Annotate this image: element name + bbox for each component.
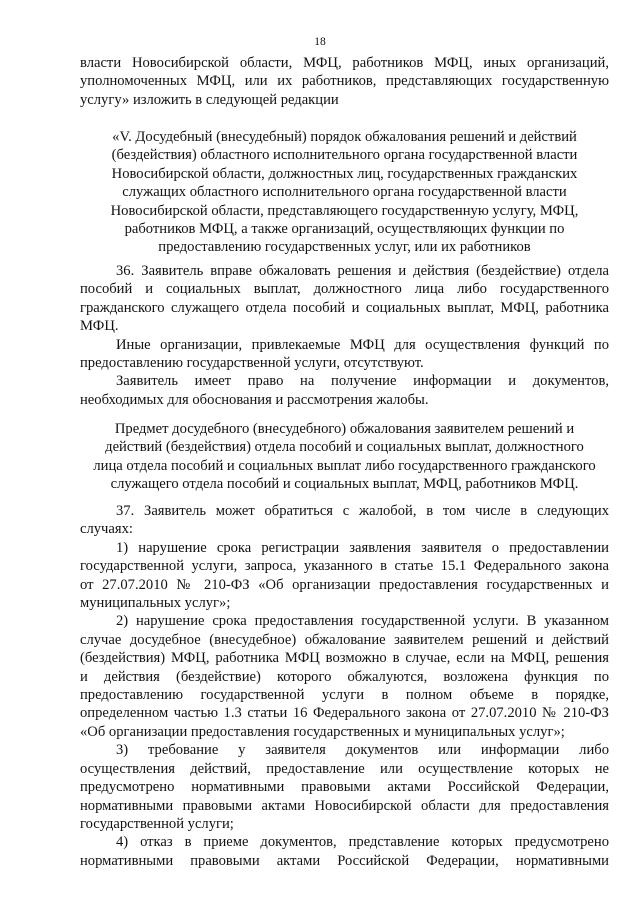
list-item-line: 3) требование у заявителя документов или информации либо [116, 742, 609, 759]
list-item-line: «Об организации предоставления государственных и муниципальных услуг»; [80, 723, 565, 740]
list-item-line: случае досудебное (внесудебное) обжалование заявителем решений и действий [80, 631, 609, 648]
list-item-line: определенном частью 1.3 статьи 16 Федерального закона от 27.07.2010 № 210-ФЗ [80, 705, 609, 722]
intro-paragraph [80, 54, 609, 109]
list-item-line: государственной услуги; [80, 815, 234, 832]
text-line: уполномоченных МФЦ, или их работников, представляющих государственную [80, 73, 609, 90]
list-item-line: осуществления действий, предоставление или осуществление которых не [80, 760, 609, 777]
heading-line: Новосибирской области, представляющего государственную услугу, МФЦ, [110, 202, 579, 219]
text-line: необходимых для обоснования и рассмотрения жалобы. [80, 391, 429, 408]
list-item-line: предоставлению государственной услуги в полном объеме в порядке, [80, 687, 609, 704]
heading-line: служащего отдела пособий и социальных выплат, МФЦ, работников МФЦ. [110, 476, 579, 493]
text-line: Иные организации, привлекаемые МФЦ для осуществления функций по [116, 336, 609, 353]
heading-line: (бездействия) областного исполнительного органа государственной власти [111, 147, 578, 164]
heading-line: «V. Досудебный (внесудебный) порядок обжалования решений и действий [112, 129, 577, 145]
text-line: МФЦ. [80, 318, 119, 335]
heading-line: Новосибирской области, должностных лиц, государственных гражданских [111, 165, 578, 182]
list-item-line: нормативными правовыми актами Российской Федерации, нормативными [80, 852, 609, 869]
list-item-line: предусмотрено нормативными правовыми актами Российской Федерации, [80, 779, 609, 796]
text-line: 36. Заявитель вправе обжаловать решения и действия (бездействие) отдела [116, 263, 609, 279]
heading-line: Предмет досудебного (внесудебного) обжалования заявителем решений и [114, 421, 575, 437]
heading-line: действий (бездействия) отдела пособий и социальных выплат, должностного [105, 439, 584, 456]
heading-line: предоставлению государственных услуг, или их работников [158, 239, 531, 256]
list-item-line: 2) нарушение срока предоставления государственной услуги. В указанном [116, 613, 609, 630]
text-line: Заявитель имеет право на получение информации и документов, [116, 373, 609, 390]
text-line: власти Новосибирской области, МФЦ, работников МФЦ, иных организаций, [80, 55, 609, 71]
text-line: 37. Заявитель может обратиться с жалобой, в том числе в следующих [116, 503, 609, 519]
subject-heading [80, 420, 609, 494]
heading-line: работников МФЦ, а также организаций, осуществляющих функции по [124, 221, 565, 238]
heading-line: служащих областного исполнительного органа государственной власти [122, 184, 567, 201]
page-number: 18 [314, 36, 326, 48]
list-item-line: от 27.07.2010 № 210-ФЗ «Об организации предоставления государственных и [80, 576, 609, 593]
text-line: гражданского служащего отдела пособий и социальных выплат, МФЦ, работника [80, 299, 609, 316]
list-item-line: 1) нарушение срока регистрации заявления заявителя о предоставлении [116, 539, 609, 556]
heading-line: лица отдела пособий и социальных выплат либо государственного гражданского [93, 457, 596, 474]
text-line: предоставлению государственной услуги, отсутствуют. [80, 355, 424, 372]
list-item-line: муниципальных услуг»; [80, 595, 231, 612]
text-line: случаях: [80, 521, 133, 538]
list-item-line: государственной услуги, запроса, указанного в статье 15.1 Федерального закона [80, 558, 609, 575]
paragraph-36 [80, 262, 609, 409]
text-line: пособий и социальных выплат, должностного лица либо государственного [80, 281, 609, 298]
text-line: услугу» изложить в следующей редакции [80, 91, 339, 108]
list-item-line: и действия (бездействие) которого обжалуются, возложена функция по [80, 668, 609, 685]
list-item-line: (бездействия) МФЦ, работника МФЦ возможно в случае, если на МФЦ, решения [80, 650, 609, 667]
list-item-line: 4) отказ в приеме документов, представление которых предусмотрено [116, 834, 609, 851]
section-heading [80, 128, 609, 257]
list-item-line: нормативными правовыми актами Новосибирской области для предоставления [80, 797, 609, 814]
paragraph-37 [80, 502, 609, 870]
